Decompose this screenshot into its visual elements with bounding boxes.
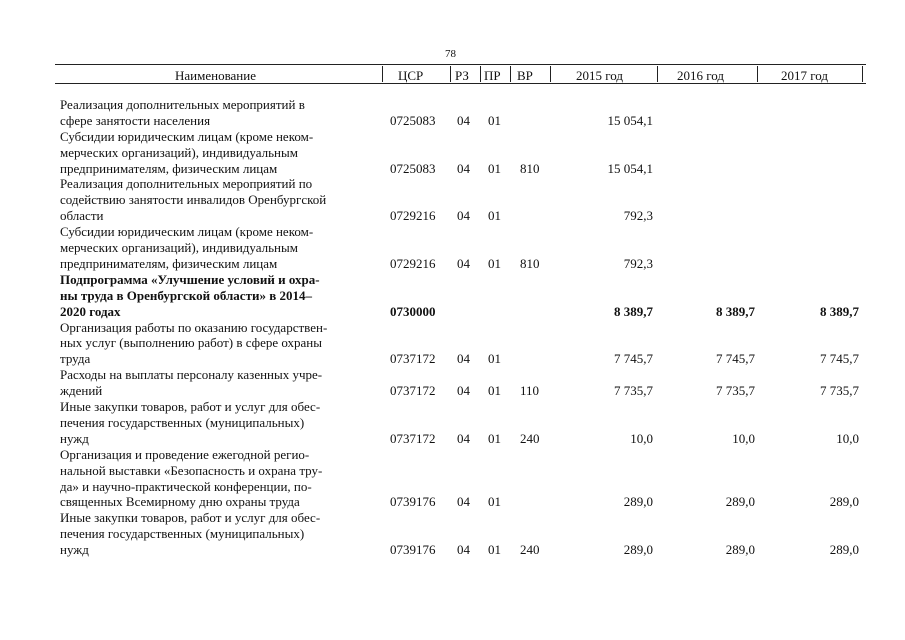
row-name-line: Расходы на выплаты персоналу казенных учре-	[60, 367, 323, 383]
budget-table-body	[0, 97, 905, 558]
table-row	[0, 97, 905, 129]
cell-2016: 10,0	[732, 430, 755, 446]
table-row	[0, 367, 905, 399]
header-pr: ПР	[484, 68, 501, 83]
cell-2016: 289,0	[725, 542, 755, 558]
cell-pr: 01	[488, 430, 501, 446]
cell-pr: 01	[488, 383, 501, 399]
cell-csr: 0729216	[390, 255, 436, 271]
row-name	[60, 447, 385, 511]
cell-vr: 810	[520, 255, 540, 271]
table-row	[0, 510, 905, 558]
table-row	[0, 320, 905, 368]
cell-csr: 0739176	[390, 542, 436, 558]
subprogram-row	[0, 272, 905, 320]
header-csr: ЦСР	[398, 68, 424, 83]
cell-csr: 0737172	[390, 351, 436, 367]
cell-2017: 7 735,7	[820, 383, 859, 399]
row-name-line: сфере занятости населения	[60, 112, 211, 128]
row-name-line: предпринимателям, физическим лицам	[60, 255, 278, 271]
header-bottom-rule	[55, 83, 866, 84]
row-name-line: Реализация дополнительных мероприятий в	[60, 97, 305, 112]
row-name-line: Иные закупки товаров, работ и услуг для обес-	[60, 399, 321, 415]
row-name-line: труда	[60, 351, 91, 367]
cell-2015: 15 054,1	[607, 160, 653, 176]
header-2015: 2015 год	[576, 68, 623, 83]
column-separator	[382, 66, 383, 82]
cell-pr: 01	[488, 208, 501, 224]
cell-rz: 04	[457, 351, 470, 367]
cell-2017: 289,0	[829, 494, 859, 510]
row-name-line: Иные закупки товаров, работ и услуг для обес-	[60, 510, 321, 526]
cell-2017: 10,0	[836, 430, 859, 446]
row-name	[60, 272, 385, 320]
cell-rz: 04	[457, 255, 470, 271]
row-name-line: 2020 годах	[60, 303, 121, 319]
header-2017: 2017 год	[781, 68, 828, 83]
cell-2015: 289,0	[623, 494, 653, 510]
cell-pr: 01	[488, 160, 501, 176]
cell-2016: 289,0	[725, 494, 755, 510]
header-rz: РЗ	[455, 68, 469, 83]
cell-csr: 0737172	[390, 383, 436, 399]
cell-2016: 8 389,7	[716, 303, 755, 319]
cell-csr: 0729216	[390, 208, 436, 224]
header-top-rule	[55, 64, 866, 65]
row-name-line: священных Всемирному дню охраны труда	[60, 494, 300, 510]
table-row	[0, 399, 905, 447]
row-name-line: нужд	[60, 542, 89, 558]
table-row	[0, 129, 905, 177]
row-name-line: да» и научно-практической конференции, по-	[60, 478, 312, 494]
cell-csr: 0730000	[390, 303, 436, 319]
column-separator	[550, 66, 551, 82]
header-vr: ВР	[517, 68, 533, 83]
row-name	[60, 97, 385, 129]
cell-rz: 04	[457, 112, 470, 128]
cell-2016: 7 745,7	[716, 351, 755, 367]
cell-csr: 0739176	[390, 494, 436, 510]
cell-2015: 289,0	[623, 542, 653, 558]
cell-csr: 0737172	[390, 430, 436, 446]
column-separator	[657, 66, 658, 82]
row-name-line: предпринимателям, физическим лицам	[60, 160, 278, 176]
column-separator	[757, 66, 758, 82]
row-name-line: Подпрограмма «Улучшение условий и охра-	[60, 271, 320, 287]
cell-2015: 792,3	[623, 255, 653, 271]
cell-vr: 110	[520, 383, 540, 399]
row-name	[60, 399, 385, 447]
table-row	[0, 224, 905, 272]
row-name	[60, 367, 385, 399]
cell-vr: 240	[520, 430, 540, 446]
cell-pr: 01	[488, 255, 501, 271]
cell-csr: 0725083	[390, 160, 436, 176]
row-name	[60, 510, 385, 558]
row-name-line: ны труда в Оренбургской области» в 2014–	[60, 287, 312, 303]
cell-pr: 01	[488, 494, 501, 510]
row-name-line: Субсидии юридическим лицам (кроме неком-	[60, 224, 314, 240]
cell-rz: 04	[457, 494, 470, 510]
table-row	[0, 447, 905, 511]
table-row	[0, 176, 905, 224]
cell-2015: 7 735,7	[614, 383, 653, 399]
cell-rz: 04	[457, 160, 470, 176]
row-name-line: области	[60, 208, 104, 224]
row-name	[60, 129, 385, 177]
cell-2015: 10,0	[630, 430, 653, 446]
row-name-line: ждений	[60, 383, 103, 399]
row-name-line: печения государственных (муниципальных)	[60, 526, 305, 542]
cell-2016: 7 735,7	[716, 383, 755, 399]
row-name-line: Реализация дополнительных мероприятий по	[60, 176, 313, 192]
row-name-line: Организация и проведение ежегодной регио-	[60, 446, 310, 462]
cell-csr: 0725083	[390, 112, 436, 128]
cell-2017: 8 389,7	[820, 303, 859, 319]
row-name-line: мерческих организаций), индивидуальным	[60, 144, 298, 160]
cell-2015: 792,3	[623, 208, 653, 224]
cell-pr: 01	[488, 351, 501, 367]
row-name-line: Организация работы по оказанию государствен-	[60, 319, 328, 335]
column-separator	[510, 66, 511, 82]
column-separator	[480, 66, 481, 82]
cell-rz: 04	[457, 542, 470, 558]
cell-2015: 15 054,1	[607, 112, 653, 128]
header-name: Наименование	[175, 68, 256, 83]
cell-2017: 289,0	[829, 542, 859, 558]
cell-rz: 04	[457, 383, 470, 399]
cell-pr: 01	[488, 542, 501, 558]
row-name-line: Субсидии юридическим лицам (кроме неком-	[60, 128, 314, 144]
row-name	[60, 320, 385, 368]
row-name-line: мерческих организаций), индивидуальным	[60, 240, 298, 256]
page-number: 78	[445, 48, 456, 60]
column-separator	[862, 66, 863, 82]
row-name	[60, 176, 385, 224]
column-separator	[450, 66, 451, 82]
cell-rz: 04	[457, 430, 470, 446]
cell-rz: 04	[457, 208, 470, 224]
cell-vr: 810	[520, 160, 540, 176]
header-2016: 2016 год	[677, 68, 724, 83]
row-name-line: содействию занятости инвалидов Оренбургской	[60, 192, 327, 208]
cell-2017: 7 745,7	[820, 351, 859, 367]
cell-2015: 8 389,7	[614, 303, 653, 319]
row-name-line: печения государственных (муниципальных)	[60, 414, 305, 430]
row-name-line: ных услуг (выполнению работ) в сфере охраны	[60, 335, 322, 351]
cell-vr: 240	[520, 542, 540, 558]
cell-2015: 7 745,7	[614, 351, 653, 367]
row-name	[60, 224, 385, 272]
row-name-line: нужд	[60, 430, 89, 446]
row-name-line: нальной выставки «Безопасность и охрана тру-	[60, 462, 323, 478]
cell-pr: 01	[488, 112, 501, 128]
